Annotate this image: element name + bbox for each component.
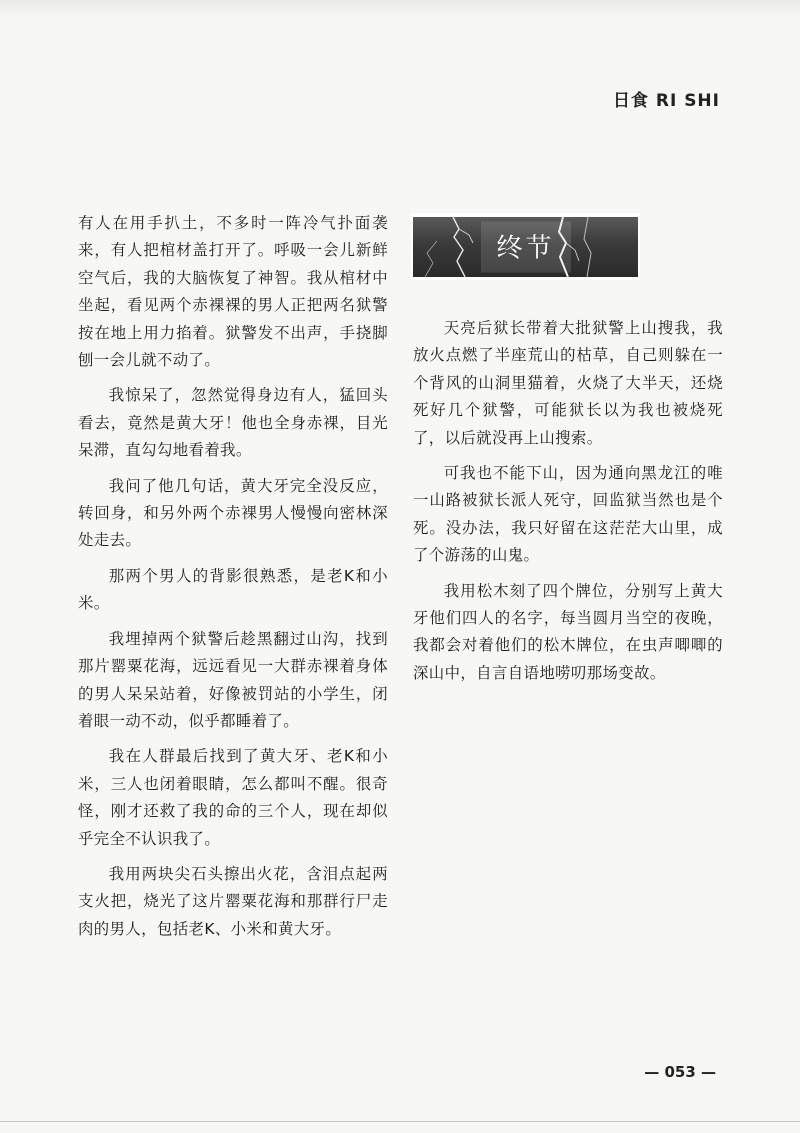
paragraph: 那两个男人的背影很熟悉，是老K和小米。 [78,566,388,613]
bottom-divider [0,1121,800,1122]
left-column [78,210,388,951]
page-number: — 053 — [644,1063,716,1081]
lightning-background [413,217,638,277]
paragraph: 我在人群最后找到了黄大牙、老K和小米，三人也闭着眼睛，怎么都叫不醒。很奇怪，刚才还救了我的命的三个人，现在却似乎完全不认识我了。 [78,747,388,848]
section-title: 终节 [480,222,570,273]
scan-edge [0,0,800,18]
paragraph: 我用松木刻了四个牌位，分别写上黄大牙他们四人的名字，每当圆月当空的夜晚，我都会对着他们的松木牌位，在虫声唧唧的深山中，自言自语地唠叨那场变故。 [413,581,723,682]
right-column [413,315,723,695]
paragraph: 我埋掉两个狱警后趁黑翻过山沟，找到那片罂粟花海，远远看见一大群赤裸着身体的男人呆呆站着，好像被罚站的小学生，闭着眼一动不动，似乎都睡着了。 [78,629,388,730]
paragraph: 我用两块尖石头擦出火花，含泪点起两支火把，烧光了这片罂粟花海和那群行尸走肉的男人，包括老K、小米和黄大牙。 [78,864,388,938]
paragraph: 我惊呆了，忽然觉得身边有人，猛回头看去，竟然是黄大牙！他也全身赤裸，目光呆滞，直勾勾地看着我。 [78,386,388,460]
paragraph: 我问了他几句话，黄大牙完全没反应，转回身，和另外两个赤裸男人慢慢向密林深处走去。 [78,476,388,550]
running-header: 日食 RI SHI [612,91,720,111]
paragraph: 天亮后狱长带着大批狱警上山搜我，我放火点燃了半座荒山的枯草，自己则躲在一个背风的山洞里猫着，火烧了大半天，还烧死好几个狱警，可能狱长以为我也被烧死了，以后就没再上山搜索。 [413,319,723,447]
paragraph: 可我也不能下山，因为通向黑龙江的唯一山路被狱长派人死守，回监狱当然也是个死。没办法，我只好留在这茫茫大山里，成了个游荡的山鬼。 [413,464,723,565]
section-banner [411,213,640,280]
paragraph: 有人在用手扒土，不多时一阵冷气扑面袭来，有人把棺材盖打开了。呼吸一会儿新鲜空气后，我的大脑恢复了神智。我从棺材中坐起，看见两个赤裸裸的男人正把两名狱警按在地上用力掐着。狱警发不出声，手挠脚刨一会儿就不动了。 [78,214,388,370]
